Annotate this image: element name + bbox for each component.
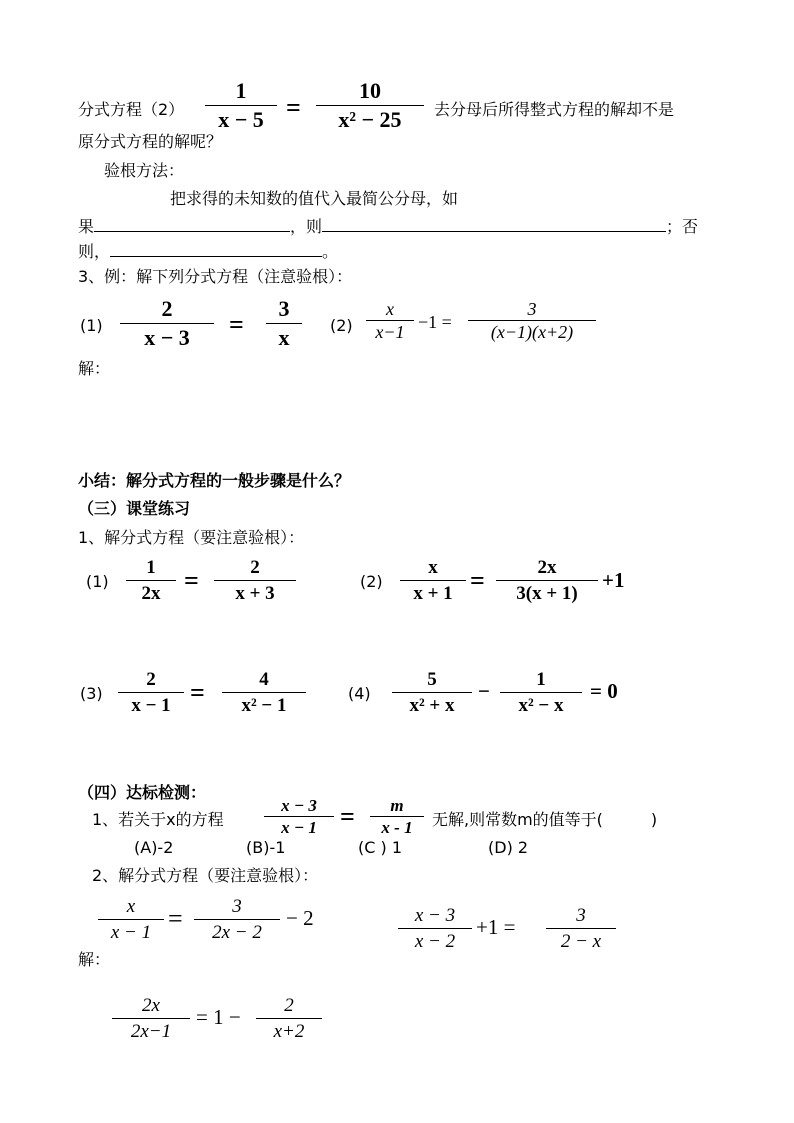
minus-sign: −	[478, 679, 490, 703]
numerator: 3	[576, 905, 586, 926]
denominator: x - 1	[381, 818, 413, 837]
verify-comma-ze: ，则	[290, 217, 323, 236]
equals-sign: =	[229, 310, 244, 339]
test-e1-tail: − 2	[286, 906, 314, 930]
denominator: x − 1	[281, 818, 317, 837]
test-solve: 解：	[78, 950, 111, 969]
numerator: x	[386, 299, 394, 319]
test-e2-left	[398, 906, 472, 951]
practice-q4-tail: = 0	[590, 679, 618, 703]
test-e3-mid: = 1 −	[196, 1005, 241, 1029]
example-p2-label: (2)	[330, 316, 353, 335]
test-heading: （四）达标检测：	[78, 783, 207, 802]
example-p2-minus: −1 =	[418, 312, 452, 332]
denominator: (x−1)(x+2)	[490, 322, 574, 342]
denominator: x	[278, 325, 290, 350]
practice-q3-left	[118, 670, 184, 715]
denominator: x − 5	[218, 107, 264, 132]
summary: 小结：解分式方程的一般步骤是什么？	[78, 471, 351, 490]
denominator: 2 − x	[560, 931, 602, 952]
example-solve: 解：	[78, 359, 111, 378]
practice-q1-right	[214, 558, 296, 603]
option-d[interactable]: (D) 2	[488, 838, 529, 857]
numerator: 1	[146, 557, 156, 578]
numerator: x	[428, 557, 438, 578]
numerator: x	[126, 896, 136, 917]
verify-title: 验根方法：	[104, 161, 185, 180]
denominator: x−1	[375, 322, 405, 342]
numerator: 2x	[142, 995, 160, 1016]
practice-sub: 1、解分式方程（要注意验根）：	[78, 528, 305, 547]
numerator: 3	[232, 896, 242, 917]
example-p2-right	[468, 300, 596, 341]
denominator: x − 2	[414, 931, 456, 952]
example-heading: 3、例：解下列分式方程（注意验根）：	[78, 267, 353, 286]
denominator: 2x	[141, 583, 161, 604]
equals-sign: =	[286, 93, 301, 122]
intro-prefix: 分式方程（2）	[78, 100, 185, 119]
test-e3-right	[256, 996, 322, 1041]
fill-blank-result[interactable]	[322, 216, 666, 232]
test-e2-mid: +1 =	[476, 915, 516, 939]
numerator: 3	[527, 299, 537, 319]
denominator: x² − x	[518, 695, 564, 716]
test-e3-left	[112, 996, 190, 1041]
denominator: 2x−1	[130, 1021, 172, 1042]
denominator: 2x − 2	[212, 922, 262, 943]
numerator: 10	[359, 78, 381, 103]
numerator: 2	[161, 296, 173, 321]
numerator: 2	[284, 995, 294, 1016]
practice-q1-left	[126, 558, 176, 603]
numerator: m	[390, 796, 404, 815]
intro-line2: 原分式方程的解呢？	[78, 132, 223, 151]
test-q1-prefix: 1、若关于x的方程	[92, 810, 224, 829]
practice-q3-label: (3)	[80, 684, 103, 703]
practice-q2-tail: +1	[602, 568, 625, 592]
verify-period: 。	[322, 242, 339, 261]
test-e1-left	[98, 897, 164, 942]
test-q1-suffix: 无解,则常数m的值等于( )	[432, 810, 658, 829]
denominator: x² − 1	[241, 695, 287, 716]
numerator: 4	[259, 669, 269, 690]
verify-line1: 把求得的未知数的值代入最简公分母，如	[170, 189, 459, 208]
equals-sign: =	[168, 904, 183, 933]
fill-blank-otherwise[interactable]	[110, 241, 322, 257]
example-p1-right	[266, 298, 302, 349]
test-e1-right	[194, 897, 280, 942]
numerator: x − 3	[281, 796, 317, 815]
numerator: 2	[146, 669, 156, 690]
denominator: x+2	[273, 1021, 305, 1042]
example-p1-label: (1)	[80, 316, 103, 335]
verify-line3	[78, 241, 338, 260]
equals-sign: =	[470, 566, 485, 595]
denominator: x² − 25	[338, 107, 402, 132]
option-b[interactable]: (B)-1	[246, 838, 286, 857]
practice-q3-right	[222, 670, 306, 715]
intro-suffix: 去分母后所得整式方程的解却不是	[434, 100, 675, 119]
example-p1-left	[120, 298, 214, 349]
practice-q4-right	[500, 670, 582, 715]
denominator: x + 3	[235, 583, 275, 604]
test-q2-heading: 2、解分式方程（要注意验根）：	[92, 866, 319, 885]
verify-guo: 果	[78, 217, 95, 236]
verify-ze: 则，	[78, 242, 111, 261]
denominator: x − 1	[110, 922, 152, 943]
test-q1-left	[264, 797, 334, 836]
denominator: x + 1	[413, 583, 453, 604]
denominator: x − 1	[131, 695, 171, 716]
intro-frac-right	[316, 80, 424, 131]
numerator: 2x	[537, 557, 557, 578]
numerator: 3	[278, 296, 290, 321]
practice-q2-left	[400, 558, 466, 603]
equals-sign: =	[340, 802, 355, 831]
denominator: x² + x	[409, 695, 455, 716]
verify-line2	[78, 216, 698, 235]
practice-q2-label: (2)	[360, 572, 383, 591]
equals-sign: =	[184, 566, 199, 595]
fill-blank-condition[interactable]	[94, 216, 290, 232]
option-a[interactable]: (A)-2	[134, 838, 174, 857]
practice-heading: （三）课堂练习	[78, 499, 191, 518]
test-q1-right	[370, 797, 424, 836]
practice-q4-label: (4)	[348, 684, 371, 703]
verify-semi-fou: ；否	[666, 217, 699, 236]
example-p2-left	[366, 300, 414, 341]
option-c[interactable]: (C ) 1	[358, 838, 403, 857]
intro-frac-left	[205, 80, 277, 131]
numerator: 1	[235, 78, 247, 103]
equals-sign: =	[190, 678, 205, 707]
practice-q1-label: (1)	[86, 572, 109, 591]
practice-q4-left	[392, 670, 472, 715]
test-e2-right	[546, 906, 616, 951]
denominator: x − 3	[144, 325, 190, 350]
denominator: 3(x + 1)	[516, 583, 578, 604]
numerator: x − 3	[414, 905, 456, 926]
numerator: 2	[250, 557, 260, 578]
numerator: 1	[536, 669, 546, 690]
numerator: 5	[427, 669, 437, 690]
practice-q2-right	[496, 558, 598, 603]
